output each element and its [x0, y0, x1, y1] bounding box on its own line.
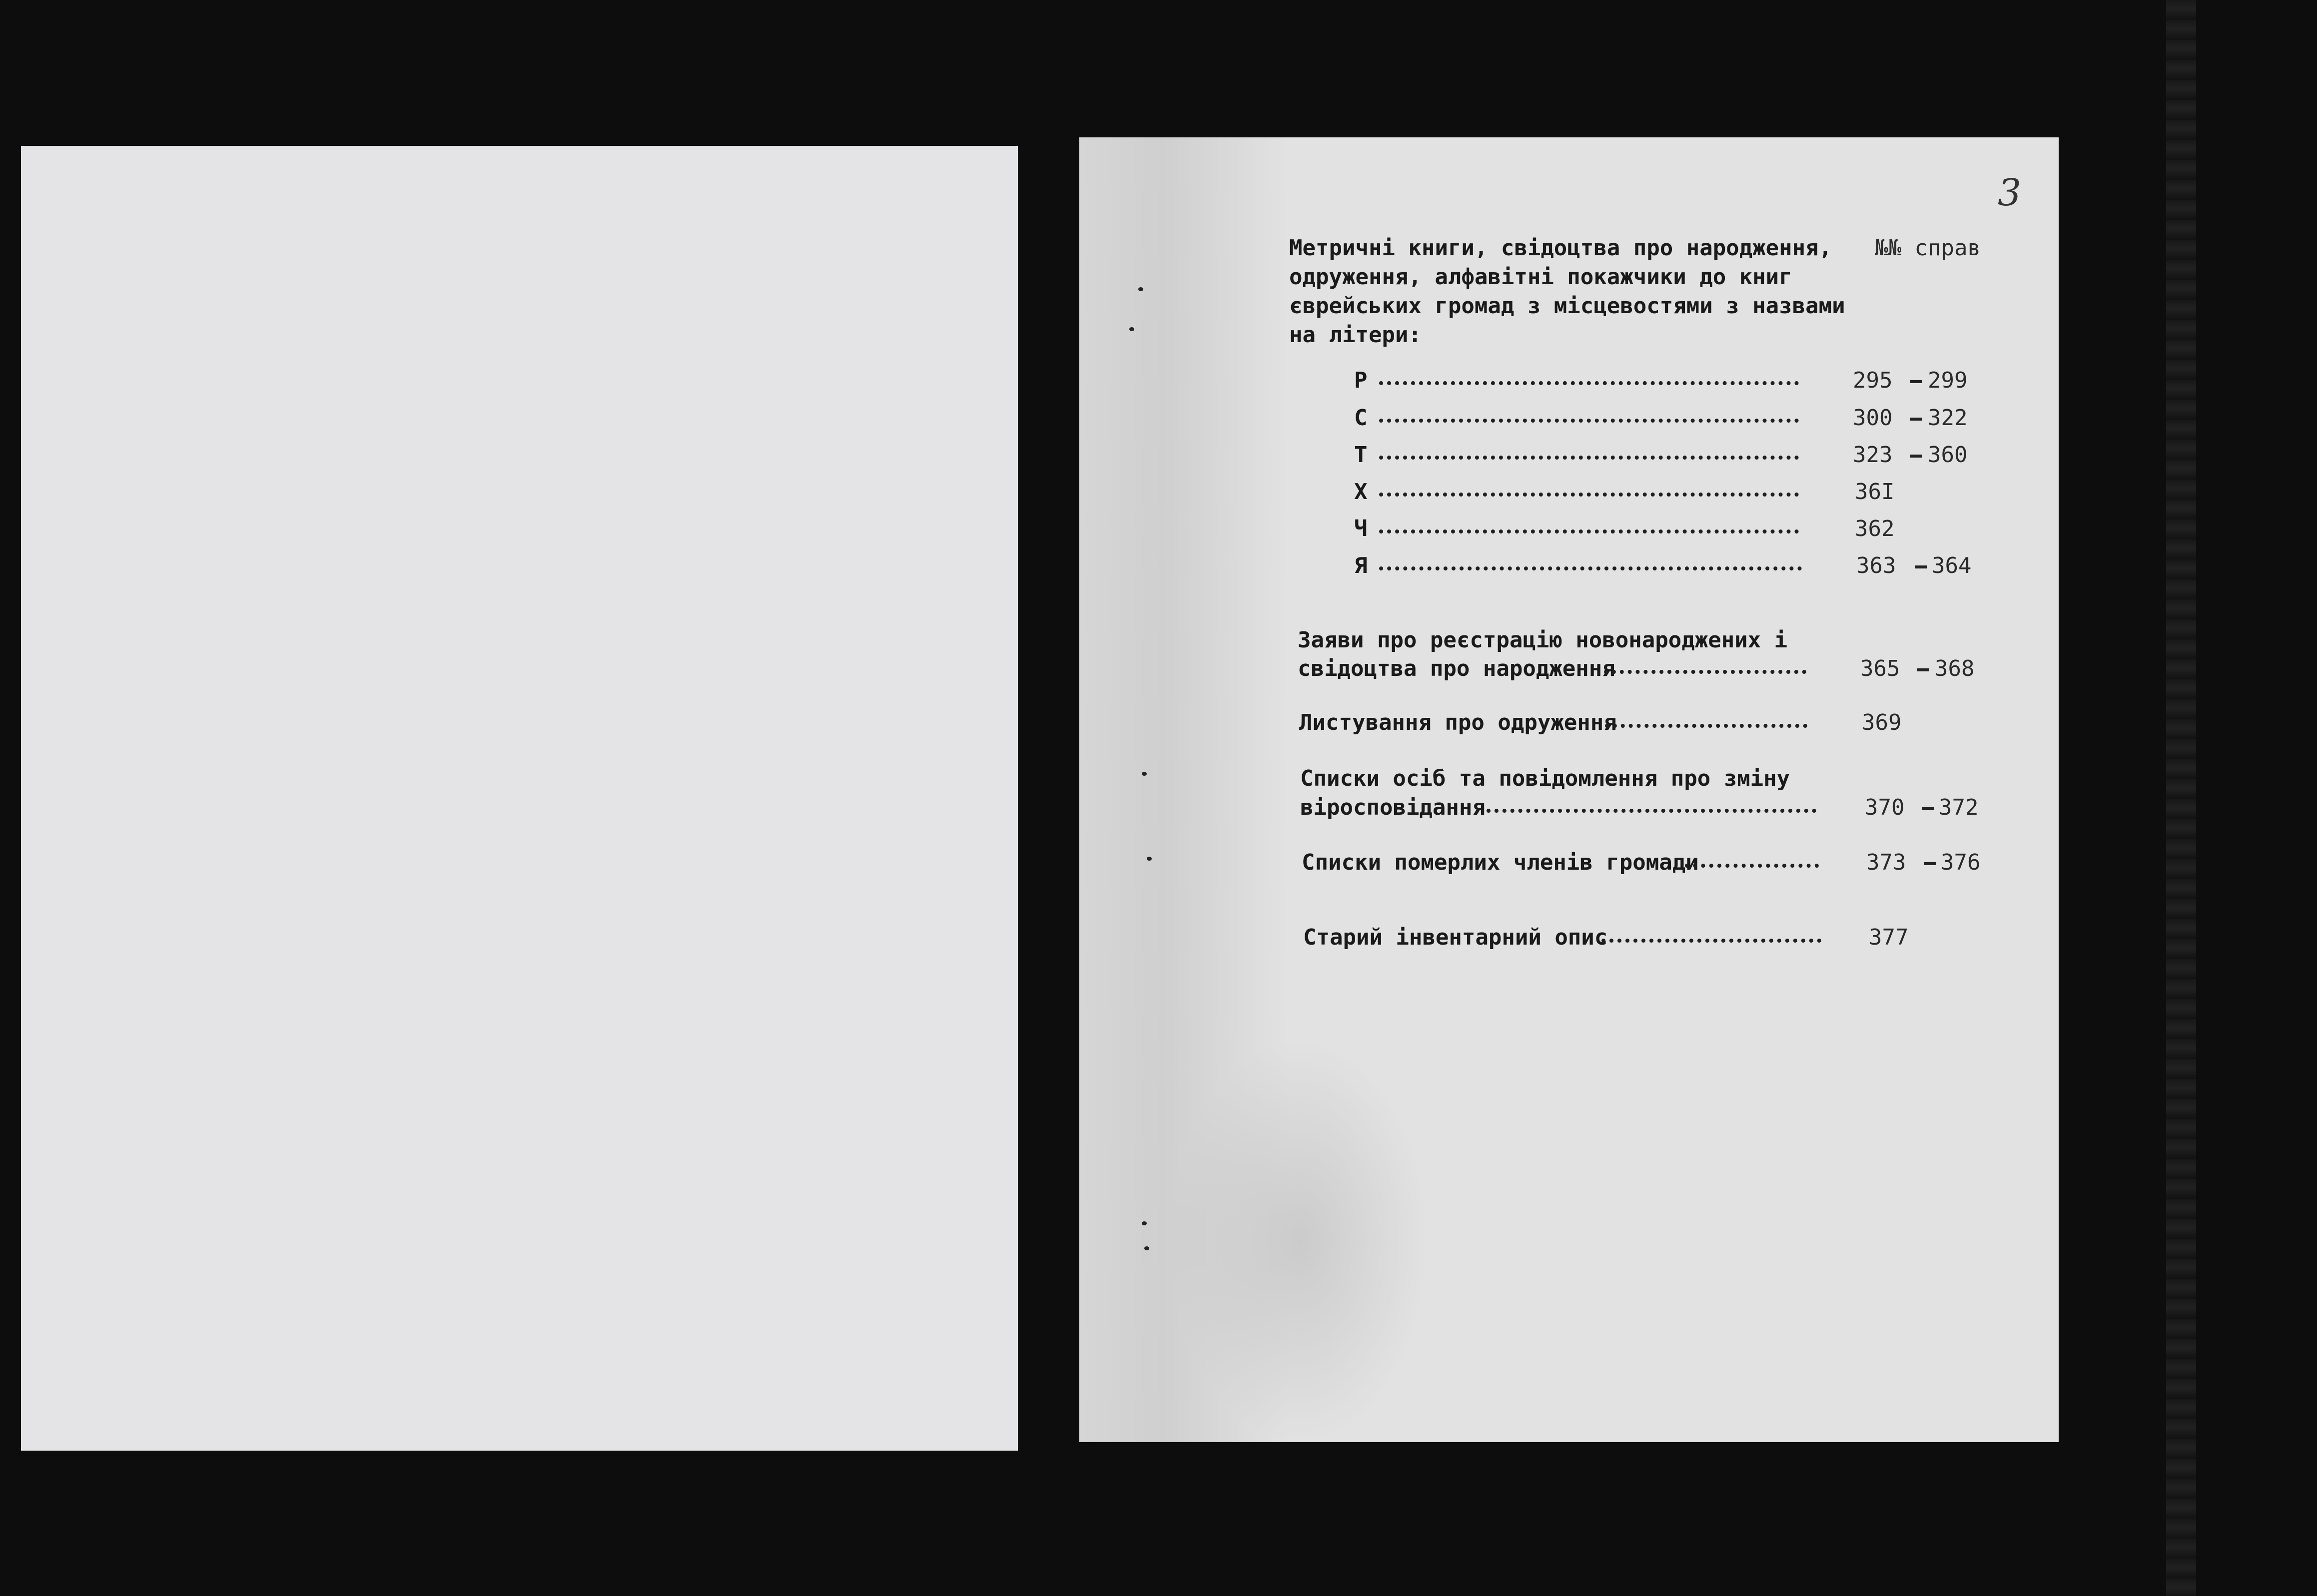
- range-dash: [1910, 455, 1922, 458]
- letter-label: Х: [1354, 479, 1368, 505]
- file-range-end: 372: [1939, 795, 1979, 820]
- file-range-start: 363: [1856, 553, 1896, 578]
- range-dash: [1915, 565, 1927, 568]
- file-range-end: 322: [1928, 405, 1968, 431]
- header-line: на літери:: [1289, 322, 1422, 348]
- stray-mark: [1142, 772, 1147, 776]
- range-dash: [1910, 418, 1922, 421]
- header-line: єврейських громад з місцевостями з назвами: [1289, 293, 1845, 319]
- film-edge: [2166, 0, 2196, 1596]
- leader-dots: [1605, 724, 1807, 728]
- file-range-start: 295: [1853, 368, 1893, 393]
- page-number: 3: [1998, 171, 2022, 214]
- letter-label: Я: [1354, 553, 1368, 578]
- leader-dots: [1379, 566, 1802, 570]
- file-range-end: 364: [1932, 553, 1972, 578]
- file-range-start: 373: [1866, 850, 1906, 875]
- file-range-end: 376: [1941, 850, 1981, 875]
- stray-mark: [1142, 1221, 1147, 1225]
- entry-line: Заяви про реєстрацію новонароджених і: [1298, 627, 1788, 653]
- entry-line: свідоцтва про народження: [1298, 656, 1615, 681]
- range-dash: [1924, 862, 1936, 865]
- file-range-end: 360: [1928, 442, 1968, 468]
- leader-dots: [1379, 456, 1799, 460]
- letter-label: Ч: [1354, 516, 1368, 541]
- entry-line: Списки померлих членів громади: [1302, 850, 1699, 875]
- stray-mark: [1129, 327, 1134, 331]
- file-range-start: 377: [1869, 925, 1909, 950]
- entry-line: Старий інвентарний опис: [1303, 925, 1608, 950]
- file-range-start: 36I: [1855, 479, 1895, 505]
- entry-line: Листування про одруження: [1299, 710, 1617, 735]
- page-stain: [1169, 1037, 1429, 1442]
- left-blank-page: [21, 146, 1018, 1451]
- leader-dots: [1379, 530, 1799, 533]
- file-range-end: 368: [1935, 656, 1975, 681]
- column-label: №№ справ: [1875, 235, 1981, 261]
- leader-dots: [1685, 864, 1819, 868]
- leader-dots: [1487, 809, 1816, 813]
- leader-dots: [1604, 670, 1806, 674]
- file-range-start: 323: [1853, 442, 1893, 468]
- leader-dots: [1379, 419, 1799, 423]
- file-range-start: 300: [1853, 405, 1893, 431]
- file-range-start: 365: [1860, 656, 1900, 681]
- header-line: одруження, алфавітні покажчики до книг: [1289, 264, 1792, 290]
- entry-line: Списки осіб та повідомлення про зміну: [1300, 766, 1790, 791]
- leader-dots: [1379, 493, 1799, 497]
- letter-label: Т: [1354, 442, 1368, 468]
- right-document-page: [1079, 137, 2059, 1442]
- entry-line: віросповідання: [1300, 795, 1486, 820]
- leader-dots: [1601, 939, 1821, 943]
- file-range-start: 369: [1862, 710, 1902, 735]
- leader-dots: [1379, 381, 1799, 385]
- range-dash: [1917, 668, 1929, 671]
- stray-mark: [1144, 1246, 1149, 1250]
- file-range-start: 362: [1855, 516, 1895, 541]
- letter-label: Р: [1354, 368, 1368, 393]
- range-dash: [1910, 380, 1922, 383]
- file-range-start: 370: [1865, 795, 1905, 820]
- stray-mark: [1138, 287, 1143, 291]
- header-line: Метричні книги, свідоцтва про народження,: [1289, 235, 1832, 261]
- file-range-end: 299: [1928, 368, 1968, 393]
- letter-label: С: [1354, 405, 1368, 431]
- range-dash: [1922, 807, 1934, 810]
- stray-mark: [1147, 857, 1152, 861]
